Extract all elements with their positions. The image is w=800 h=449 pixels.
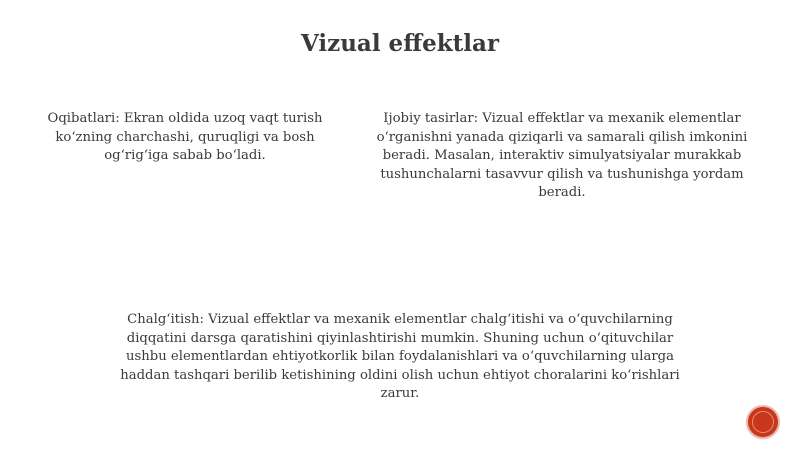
slide-title: Vizual effektlar <box>300 30 500 57</box>
positive-effects-text: Ijobiy tasirlar: Vizual effektlar va mexanik elementlar o‘rganishni yanada qiziqarli va samarali qilish imkonini beradi. Masalan, interaktiv simulyatsiyalar murakkab tushunchalarni tasavvur qilish va tushunishga yordam beradi. <box>376 111 748 200</box>
consequences-text: Oqibatlari: Ekran oldida uzoq vaqt turish ko‘zning charchashi, quruqligi va bosh og‘rig‘iga sabab bo‘ladi. <box>47 111 323 163</box>
circle-nav-inner-ring <box>752 411 774 433</box>
distraction-text: Chalg‘itish: Vizual effektlar va mexanik elementlar chalg‘itishi va o‘quvchilarning diqqatini darsga qaratishini qiyinlashtirishi mumkin. Shuning uchun o‘qituvchilar ushbu elementlardan ehtiyotkorlik bilan foydalanishlari va o‘quvchilarning ularga haddan tashqari berilib ketishining oldini olish uchun ehtiyot choralarini ko‘rishlari zarur. <box>120 312 680 401</box>
circle-nav-icon[interactable] <box>748 407 778 437</box>
